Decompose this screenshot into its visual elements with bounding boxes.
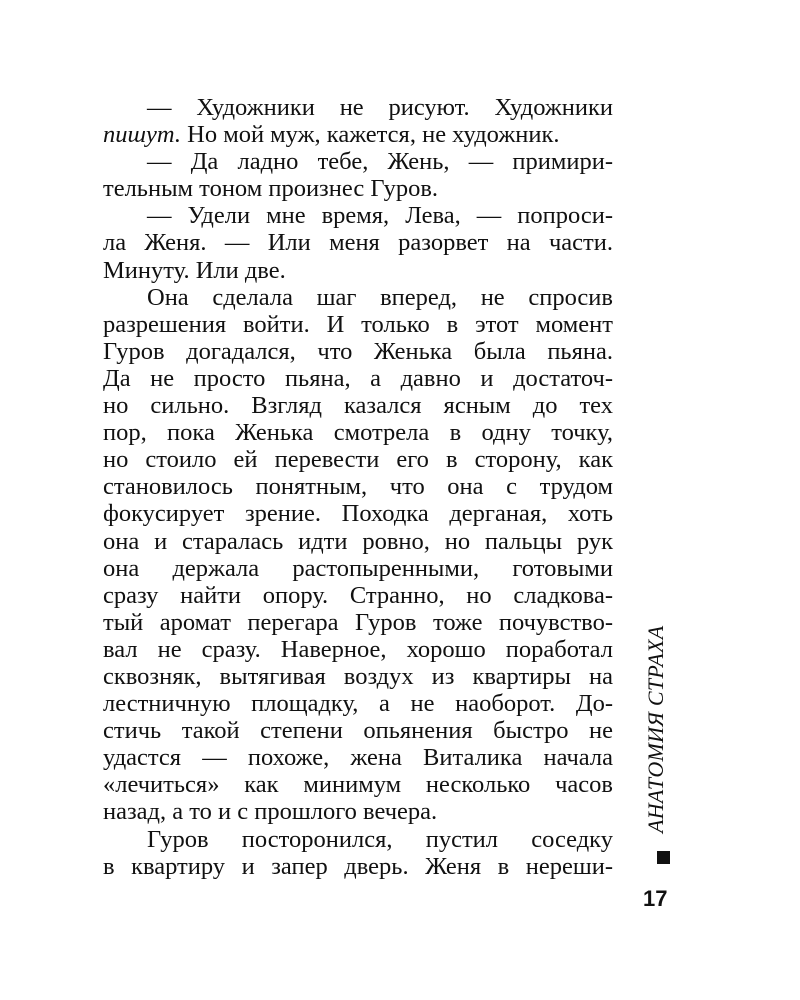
text-line: — Художники не рисуют. Художники [147,94,613,121]
text-line: тый аромат перегара Гуров тоже почувство- [103,608,613,636]
text-line: сквозняк, вытягивая воздух из квартиры на [103,662,613,690]
text-line: ла Женя. — Или меня разорвет на части. [103,229,613,257]
text-fragment: Но мой муж, кажется, не художник. [181,121,560,149]
text-line: вал не сразу. Наверное, хорошо поработал [103,635,613,663]
text-line: пор, пока Женька смотрела в одну точку, [103,419,613,447]
text-line: становилось понятным, что она с трудом [103,473,613,501]
italic-word: пишут. [103,121,181,149]
text-line: назад, а то и с прошлого вечера. [103,798,438,826]
text-line: сразу найти опору. Странно, но сладкова- [103,581,613,609]
text-line: фокусирует зрение. Походка дерганая, хоть [103,500,613,528]
text-line: «лечиться» как минимум несколько часов [103,771,613,799]
body-text [103,94,613,880]
text-line: стичь такой степени опьянения быстро не [103,717,613,745]
text-line [103,121,613,148]
text-line: но стоило ей перевести его в сторону, как [103,446,613,474]
text-line: тельным тоном произнес Гуров. [103,175,439,203]
text-line: разрешения войти. И только в этот момент [103,310,613,338]
text-line: Гуров посторонился, пустил соседку [147,825,613,853]
text-line: Она сделала шаг вперед, не спросив [147,283,613,311]
section-marker [657,851,670,864]
text-line: удастся — похоже, жена Виталика начала [103,744,613,772]
text-line: лестничную площадку, а не наоборот. До- [103,690,613,718]
running-title: АНАТОМИЯ СТРАХА [643,625,668,833]
text-line: — Удели мне время, Лева, — попроси- [147,202,613,230]
text-line: но сильно. Взгляд казался ясным до тех [103,392,613,420]
text-line: она держала растопыренными, готовыми [103,554,613,582]
text-line: Да не просто пьяна, а давно и достаточ- [103,364,613,392]
text-line: Гуров догадался, что Женька была пьяна. [103,337,613,365]
text-line: она и старалась идти ровно, но пальцы рук [103,527,613,555]
text-line: в квартиру и запер дверь. Женя в нереши- [103,852,613,880]
text-line: — Да ладно тебе, Жень, — примири- [147,148,613,176]
page-number: 17 [643,886,668,911]
text-line: Минуту. Или две. [103,256,286,284]
